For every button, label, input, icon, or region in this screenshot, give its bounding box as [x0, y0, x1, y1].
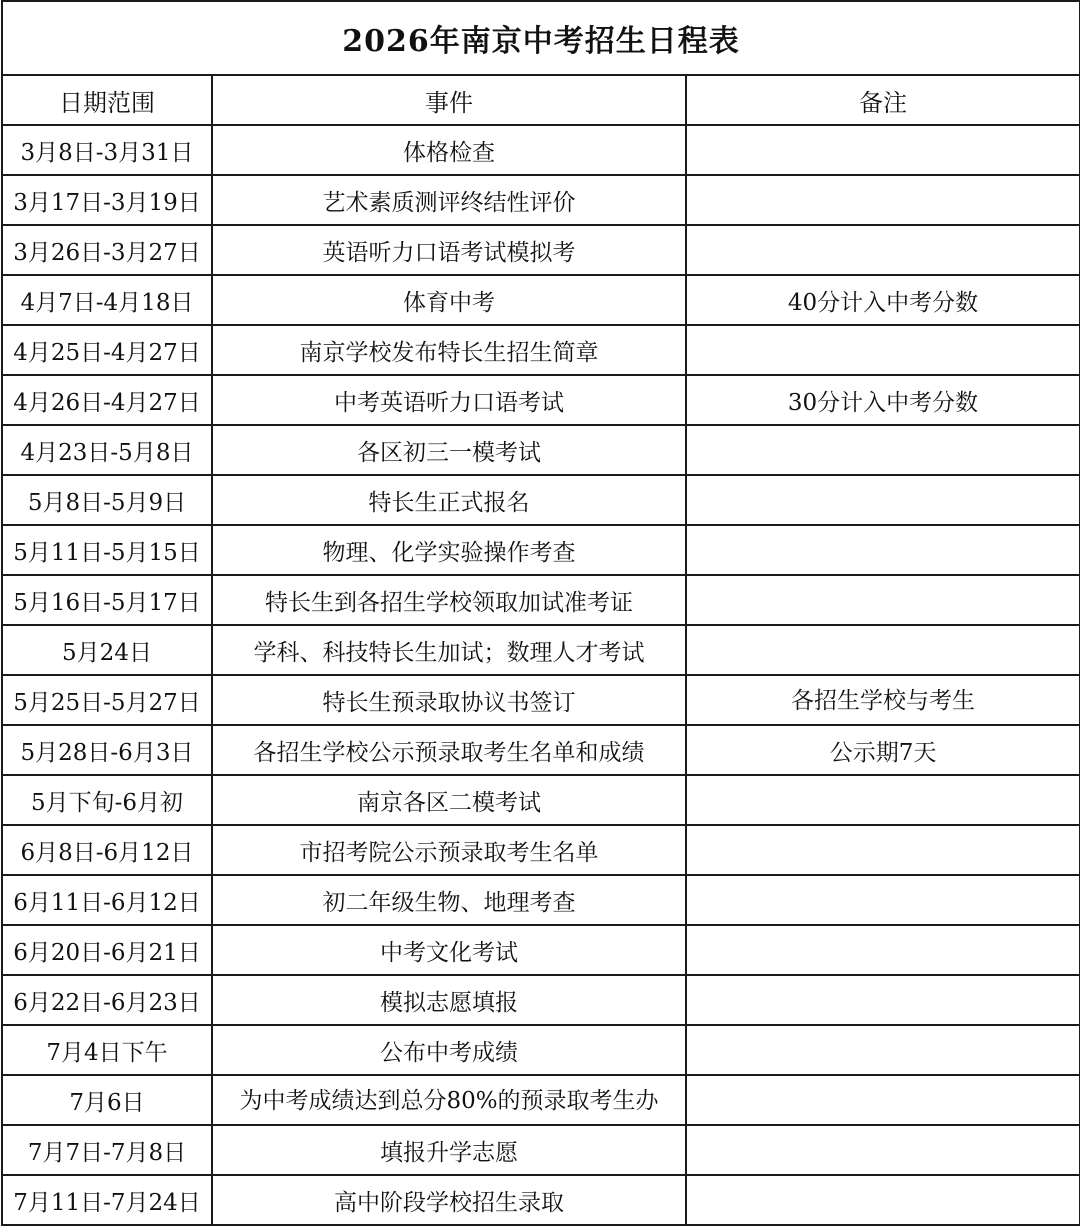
date-cell: 7月4日下午 [2, 1025, 212, 1075]
date-cell: 5月16日-5月17日 [2, 575, 212, 625]
date-cell: 3月26日-3月27日 [2, 225, 212, 275]
table-row [2, 525, 1080, 575]
note-cell [686, 675, 1080, 725]
event-cell-text: 为中考成绩达到总分80%的预录取考生办 [239, 1088, 659, 1111]
table-row [2, 175, 1080, 225]
note-cell [686, 525, 1080, 575]
note-cell [686, 575, 1080, 625]
event-cell: 中考文化考试 [212, 925, 686, 975]
table-row [2, 275, 1080, 325]
event-cell: 公布中考成绩 [212, 1025, 686, 1075]
event-cell: 体格检查 [212, 125, 686, 175]
event-cell: 中考英语听力口语考试 [212, 375, 686, 425]
event-cell: 各招生学校公示预录取考生名单和成绩 [212, 725, 686, 775]
table-row [2, 925, 1080, 975]
table-title: 2026年南京中考招生日程表 [2, 1, 1080, 75]
table-row [2, 1125, 1080, 1175]
table-row [2, 1075, 1080, 1125]
date-cell: 5月25日-5月27日 [2, 675, 212, 725]
date-cell: 7月11日-7月24日 [2, 1175, 212, 1225]
date-cell: 5月8日-5月9日 [2, 475, 212, 525]
date-cell: 5月28日-6月3日 [2, 725, 212, 775]
date-cell: 5月24日 [2, 625, 212, 675]
date-cell: 4月26日-4月27日 [2, 375, 212, 425]
note-cell [686, 175, 1080, 225]
title-row [2, 1, 1080, 75]
table-row [2, 975, 1080, 1025]
date-cell: 3月8日-3月31日 [2, 125, 212, 175]
note-cell: 公示期7天 [686, 725, 1080, 775]
header-date: 日期范围 [2, 75, 212, 125]
note-cell [686, 1175, 1080, 1225]
date-cell: 7月6日 [2, 1075, 212, 1125]
note-cell [686, 775, 1080, 825]
event-cell [212, 1075, 686, 1125]
note-cell [686, 925, 1080, 975]
header-event: 事件 [212, 75, 686, 125]
date-cell: 6月22日-6月23日 [2, 975, 212, 1025]
event-cell: 模拟志愿填报 [212, 975, 686, 1025]
note-cell [686, 425, 1080, 475]
note-cell: 30分计入中考分数 [686, 375, 1080, 425]
event-cell: 特长生到各招生学校领取加试准考证 [212, 575, 686, 625]
table-row [2, 375, 1080, 425]
note-cell [686, 825, 1080, 875]
date-cell: 5月11日-5月15日 [2, 525, 212, 575]
table-row [2, 875, 1080, 925]
date-cell: 6月11日-6月12日 [2, 875, 212, 925]
date-cell: 7月7日-7月8日 [2, 1125, 212, 1175]
event-cell: 英语听力口语考试模拟考 [212, 225, 686, 275]
table-row [2, 125, 1080, 175]
note-cell: 40分计入中考分数 [686, 275, 1080, 325]
note-cell [686, 875, 1080, 925]
table-row [2, 825, 1080, 875]
event-cell: 填报升学志愿 [212, 1125, 686, 1175]
note-cell [686, 625, 1080, 675]
event-cell: 南京学校发布特长生招生简章 [212, 325, 686, 375]
note-cell [686, 1125, 1080, 1175]
table-row [2, 575, 1080, 625]
date-cell: 6月20日-6月21日 [2, 925, 212, 975]
table-row [2, 1025, 1080, 1075]
event-cell: 艺术素质测评终结性评价 [212, 175, 686, 225]
event-cell: 高中阶段学校招生录取 [212, 1175, 686, 1225]
table-row [2, 1175, 1080, 1225]
date-cell: 6月8日-6月12日 [2, 825, 212, 875]
date-cell: 5月下旬-6月初 [2, 775, 212, 825]
table-row [2, 325, 1080, 375]
event-cell: 体育中考 [212, 275, 686, 325]
table-row [2, 675, 1080, 725]
table-row [2, 225, 1080, 275]
note-cell [686, 975, 1080, 1025]
table-row [2, 625, 1080, 675]
note-cell-text: 各招生学校与考生 [791, 688, 976, 711]
event-cell: 学科、科技特长生加试；数理人才考试 [212, 625, 686, 675]
date-cell: 3月17日-3月19日 [2, 175, 212, 225]
table-row [2, 725, 1080, 775]
note-cell [686, 475, 1080, 525]
header-row [2, 75, 1080, 125]
table-row [2, 775, 1080, 825]
note-cell [686, 1025, 1080, 1075]
note-cell [686, 225, 1080, 275]
event-cell: 各区初三一模考试 [212, 425, 686, 475]
event-cell: 南京各区二模考试 [212, 775, 686, 825]
note-cell [686, 125, 1080, 175]
date-cell: 4月25日-4月27日 [2, 325, 212, 375]
header-note: 备注 [686, 75, 1080, 125]
note-cell [686, 325, 1080, 375]
note-cell [686, 1075, 1080, 1125]
table-row [2, 425, 1080, 475]
event-cell: 初二年级生物、地理考查 [212, 875, 686, 925]
event-cell: 市招考院公示预录取考生名单 [212, 825, 686, 875]
date-cell: 4月7日-4月18日 [2, 275, 212, 325]
table-row [2, 475, 1080, 525]
event-cell: 特长生预录取协议书签订 [212, 675, 686, 725]
event-cell: 物理、化学实验操作考查 [212, 525, 686, 575]
date-cell: 4月23日-5月8日 [2, 425, 212, 475]
schedule-table [1, 0, 1080, 1226]
event-cell: 特长生正式报名 [212, 475, 686, 525]
